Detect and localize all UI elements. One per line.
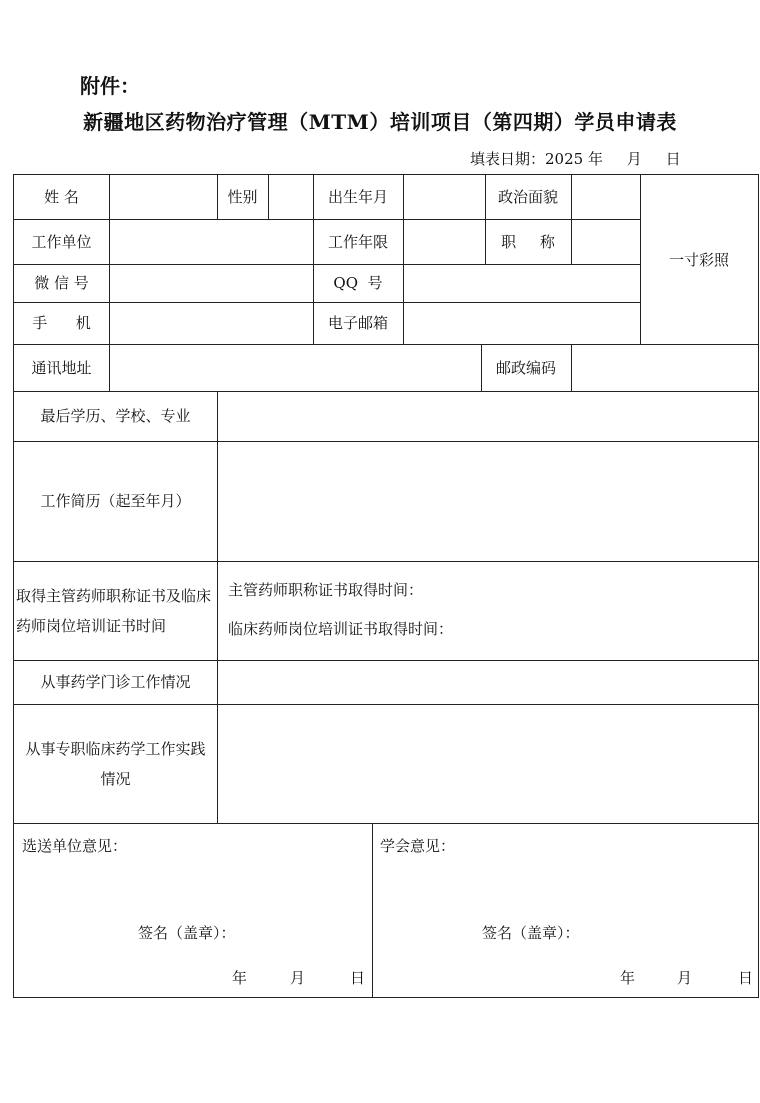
- col-line: [571, 175, 572, 264]
- label-outpatient: 从事药学门诊工作情况: [40, 673, 191, 691]
- col-line: [217, 391, 218, 823]
- label-email: 电子邮箱: [327, 314, 388, 332]
- cert-time-2: 临床药师岗位培训证书取得时间：: [228, 620, 454, 638]
- label-gender: 性别: [227, 188, 258, 206]
- application-table: [13, 174, 759, 998]
- label-clinical-practice: 从事专职临床药学工作实践情况: [25, 739, 206, 788]
- label-name: 姓 名: [44, 188, 79, 206]
- photo-box: 一寸彩照: [668, 250, 729, 269]
- col-line: [109, 175, 110, 344]
- col-line: [571, 344, 572, 391]
- label-resume: 工作简历（起至年月）: [40, 492, 191, 510]
- label-address: 通讯地址: [31, 358, 92, 377]
- day-right: 日: [738, 969, 754, 987]
- label-title: 职 称: [501, 232, 555, 251]
- attachment-label: 附件：: [80, 74, 140, 98]
- row-line: [14, 344, 758, 345]
- unit-opinion: 选送单位意见：: [22, 837, 128, 855]
- year-left: 年: [232, 969, 248, 987]
- month-left: 月: [290, 969, 306, 987]
- label-phone: 手 机: [32, 314, 91, 332]
- label-work-unit: 工作单位: [31, 232, 92, 251]
- label-politics: 政治面貌: [497, 188, 558, 206]
- day-left: 日: [350, 969, 366, 987]
- row-line: [14, 823, 758, 824]
- signature-right: 签名（盖章）：: [482, 924, 580, 942]
- label-birth: 出生年月: [327, 188, 388, 206]
- row-line: [14, 561, 758, 562]
- signature-left: 签名（盖章）：: [138, 924, 236, 942]
- label-work-years: 工作年限: [327, 232, 388, 251]
- fill-date: 填表日期：2025 年 月 日: [470, 150, 681, 168]
- label-wechat: 微 信 号: [34, 274, 89, 292]
- label-qq: QQ 号: [333, 274, 383, 292]
- form-title: 新疆地区药物治疗管理（MTM）培训项目（第四期）学员申请表: [83, 110, 677, 134]
- col-line: [109, 344, 110, 391]
- col-line: [403, 175, 404, 344]
- col-line: [372, 823, 373, 997]
- society-opinion: 学会意见：: [380, 837, 456, 855]
- label-postcode: 邮政编码: [495, 358, 556, 377]
- label-cert: 取得主管药师职称证书及临床药师岗位培训证书时间: [16, 587, 212, 635]
- year-right: 年: [620, 969, 636, 987]
- month-right: 月: [677, 969, 693, 987]
- label-education: 最后学历、学校、专业: [40, 407, 191, 425]
- col-line: [268, 175, 269, 219]
- cert-time-1: 主管药师职称证书取得时间：: [228, 581, 424, 599]
